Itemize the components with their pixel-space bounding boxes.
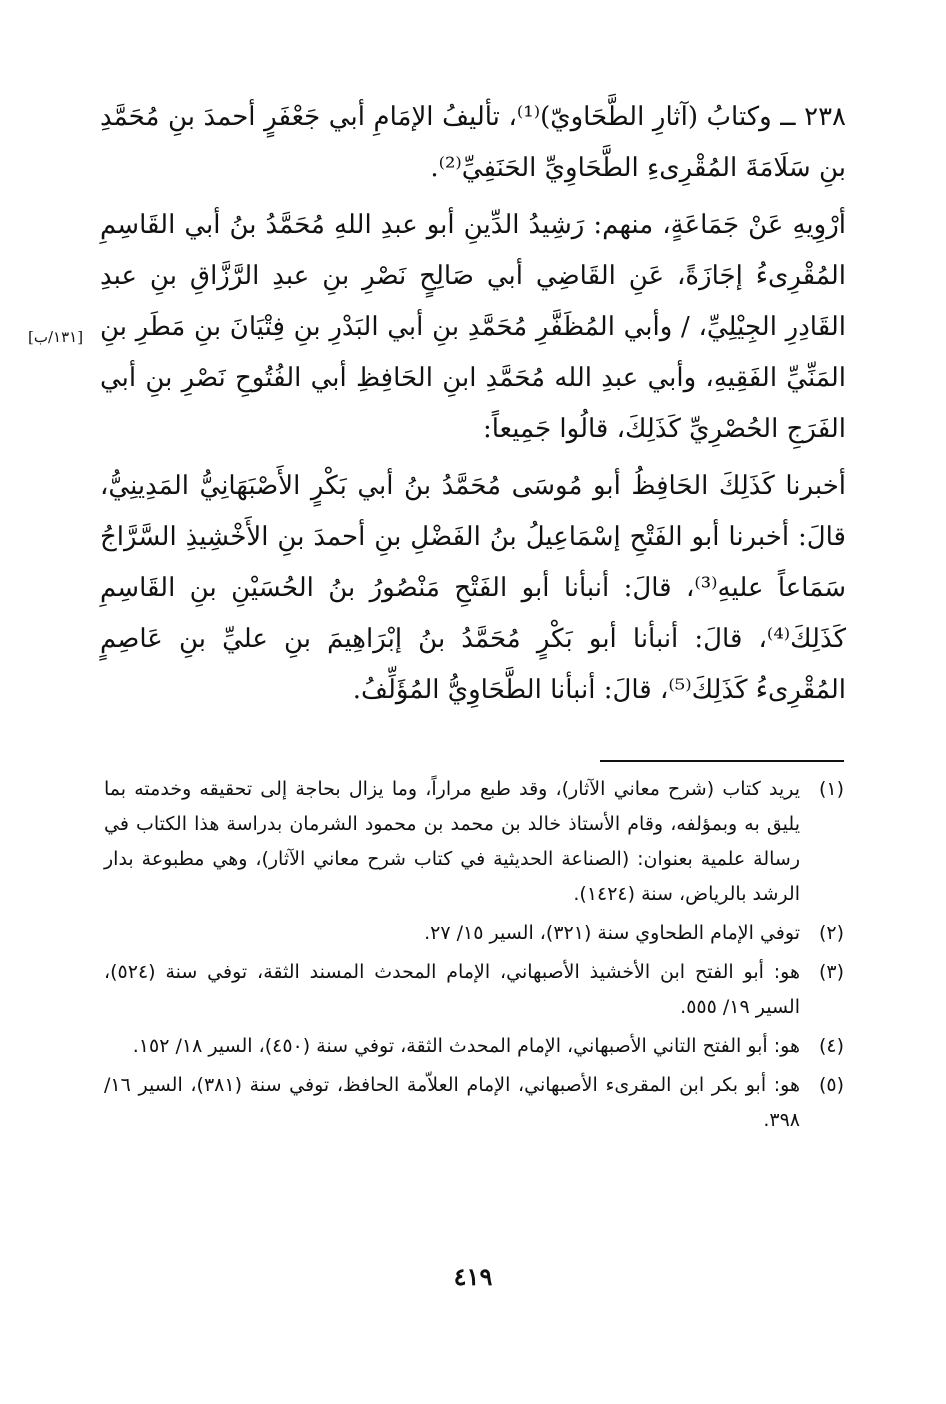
footnote-item	[104, 772, 844, 912]
footnote-number: (٥)	[818, 1074, 844, 1096]
footnote-item	[104, 1068, 844, 1138]
chain-paragraph-2: أخبرنا كَذَلِكَ الحَافِظُ أبو مُوسَى مُحَمَّدُ بنُ أبي بَكْرٍ الأَصْبَهَانِيُّ المَدِينِيُّ، قالَ: أخبرنا أبو الفَتْحِ إسْمَاعِيلُ بنُ الفَضْلِ بنِ أحمدَ بنِ الأَخْشِيذِ السَّرَّاجُ سَمَاعاً عليهِ⁽³⁾، قالَ: أنبأنا أبو الفَتْحِ مَنْصُورُ بنُ الحُسَيْنِ بنِ القَاسِمِ كَذَلِكَ⁽⁴⁾، قالَ: أنبأنا أبو بَكْرٍ مُحَمَّدُ بنُ إبْرَاهِيمَ بنِ عليِّ بنِ عَاصِمٍ المُقْرِىءُ كَذَلِكَ⁽⁵⁾، قالَ: أنبأنا الطَّحَاوِيُّ المُؤَلِّفُ.	[100, 471, 847, 705]
footnote-text: هو: أبو الفتح ابن الأخشيذ الأصبهاني، الإمام المحدث المسند الثقة، توفي سنة (٥٢٤)، السير ١٩/ ٥٥٥.	[104, 961, 800, 1018]
footnote-text: هو: أبو بكر ابن المقرىء الأصبهاني، الإمام العلاّمة الحافظ، توفي سنة (٣٨١)، السير ١٦/ ٣٩٨.	[104, 1074, 801, 1131]
manuscript-folio-marker: [١٣١/ب]	[28, 328, 84, 346]
footnote-number: (٤)	[818, 1035, 844, 1057]
footnote-item	[104, 955, 844, 1025]
footnote-number: (٣)	[818, 961, 844, 983]
footnote-item	[104, 916, 844, 951]
footnote-number: (٢)	[818, 922, 844, 944]
main-text	[100, 92, 846, 722]
footnotes	[104, 772, 844, 1142]
footnote-divider	[600, 760, 844, 762]
footnote-text: يريد كتاب (شرح معاني الآثار)، وقد طبع مراراً، وما يزال بحاجة إلى تحقيقه وخدمته بما يليق به وبمؤلفه، وقام الأستاذ خالد بن محمد بن محمود الشرمان بدراسة هذا الكتاب في رسالة علمية بعنوان: (الصناعة الحديثية في كتاب شرح معاني الآثار)، وهي مطبوعة بدار الرشد بالرياض، سنة (١٤٢٤).	[104, 778, 800, 905]
entry-heading-paragraph: ٢٣٨ ــ وكتابُ (آثارِ الطَّحَاويّ)⁽¹⁾، تأليفُ الإمَامِ أبي جَعْفَرٍ أحمدَ بنِ مُحَمَّدِ بنِ سَلَامَةَ المُقْرِىءِ الطَّحَاوِيِّ الحَنَفِيِّ⁽²⁾.	[100, 102, 847, 183]
chain-paragraph-1: أرْوِيهِ عَنْ جَمَاعَةٍ، منهم: رَشِيدُ الدِّينِ أبو عبدِ اللهِ مُحَمَّدُ بنُ أبي القَاسِمِ المُقْرِىءُ إجَازَةً، عَنِ القَاضِي أبي صَالِحٍ نَصْرِ بنِ عبدِ الرَّزَّاقِ بنِ عبدِ القَادِرِ الجِيْلِيِّ، / وأبي المُظَفَّرِ مُحَمَّدِ بنِ أبي البَدْرِ بنِ فِتْيَانَ بنِ مَطَرِ بنِ المَنِّيِّ الفَقِيهِ، وأبي عبدِ الله مُحَمَّدِ ابنِ الحَافِظِ أبي الفُتُوحِ نَصْرِ بنِ أبي الفَرَجِ الحُصْرِيِّ كَذَلِكَ، قالُوا جَمِيعاً:	[100, 210, 846, 444]
page-number: ٤١٩	[453, 1262, 493, 1291]
footnote-item	[104, 1029, 844, 1064]
footnote-number: (١)	[818, 778, 844, 800]
footnote-text: هو: أبو الفتح التاني الأصبهاني، الإمام المحدث الثقة، توفي سنة (٤٥٠)، السير ١٨/ ١٥٢.	[132, 1035, 800, 1057]
footnote-text: توفي الإمام الطحاوي سنة (٣٢١)، السير ١٥/ ٢٧.	[424, 922, 800, 944]
